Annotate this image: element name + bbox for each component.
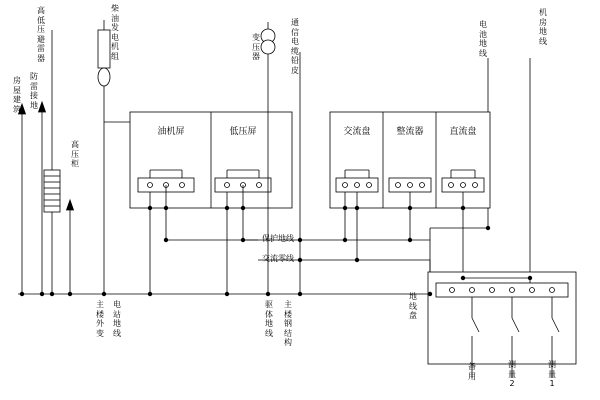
- label-gaodiya-bilei: 高低压避雷器: [37, 6, 45, 63]
- label-tongxin-qianpi: 通信电缆铅皮: [291, 18, 299, 75]
- box-label-jiaoliupan: 交流盘: [343, 127, 371, 137]
- label-chaiyou-fadian: 柴油发电机组: [111, 4, 119, 61]
- label-jifang-dixian: 机房地线: [539, 8, 547, 46]
- label-dianzhan-dixian: 电站地线: [113, 300, 121, 338]
- label-beiyong: 备用: [468, 362, 476, 381]
- label-quti-dixian: 驱体地线: [265, 300, 273, 338]
- box-label-youjiping: 油机屏: [157, 127, 185, 137]
- label-dianchi-dixian: 电池地线: [479, 20, 487, 58]
- label-gaoyagui: 高压柜: [71, 140, 79, 168]
- label-zhulou-gangjiegou: 主楼钢结构: [284, 300, 292, 347]
- label-zhulou-waibian: 主楼外变: [96, 300, 104, 338]
- label-fanglei-jiedi: 防雷接地: [30, 72, 38, 110]
- label-celiang-1: 测量1: [548, 360, 556, 388]
- label-baohu-dixian: 保护地线: [262, 234, 294, 243]
- box-label-zhiliupan: 直流盘: [449, 127, 477, 137]
- box-label-zhengliuqi: 整流器: [396, 127, 424, 137]
- label-jiaoliu-lingxian: 交流零线: [262, 254, 294, 263]
- label-bianyaqi: 变压器: [252, 33, 260, 61]
- label-dixianpan: 地线盘: [409, 292, 417, 320]
- label-celiang-2: 测量2: [508, 360, 516, 388]
- label-fangwu-jianzhu: 房屋建筑: [13, 76, 21, 114]
- box-label-dianyaping: 低压屏: [229, 127, 257, 137]
